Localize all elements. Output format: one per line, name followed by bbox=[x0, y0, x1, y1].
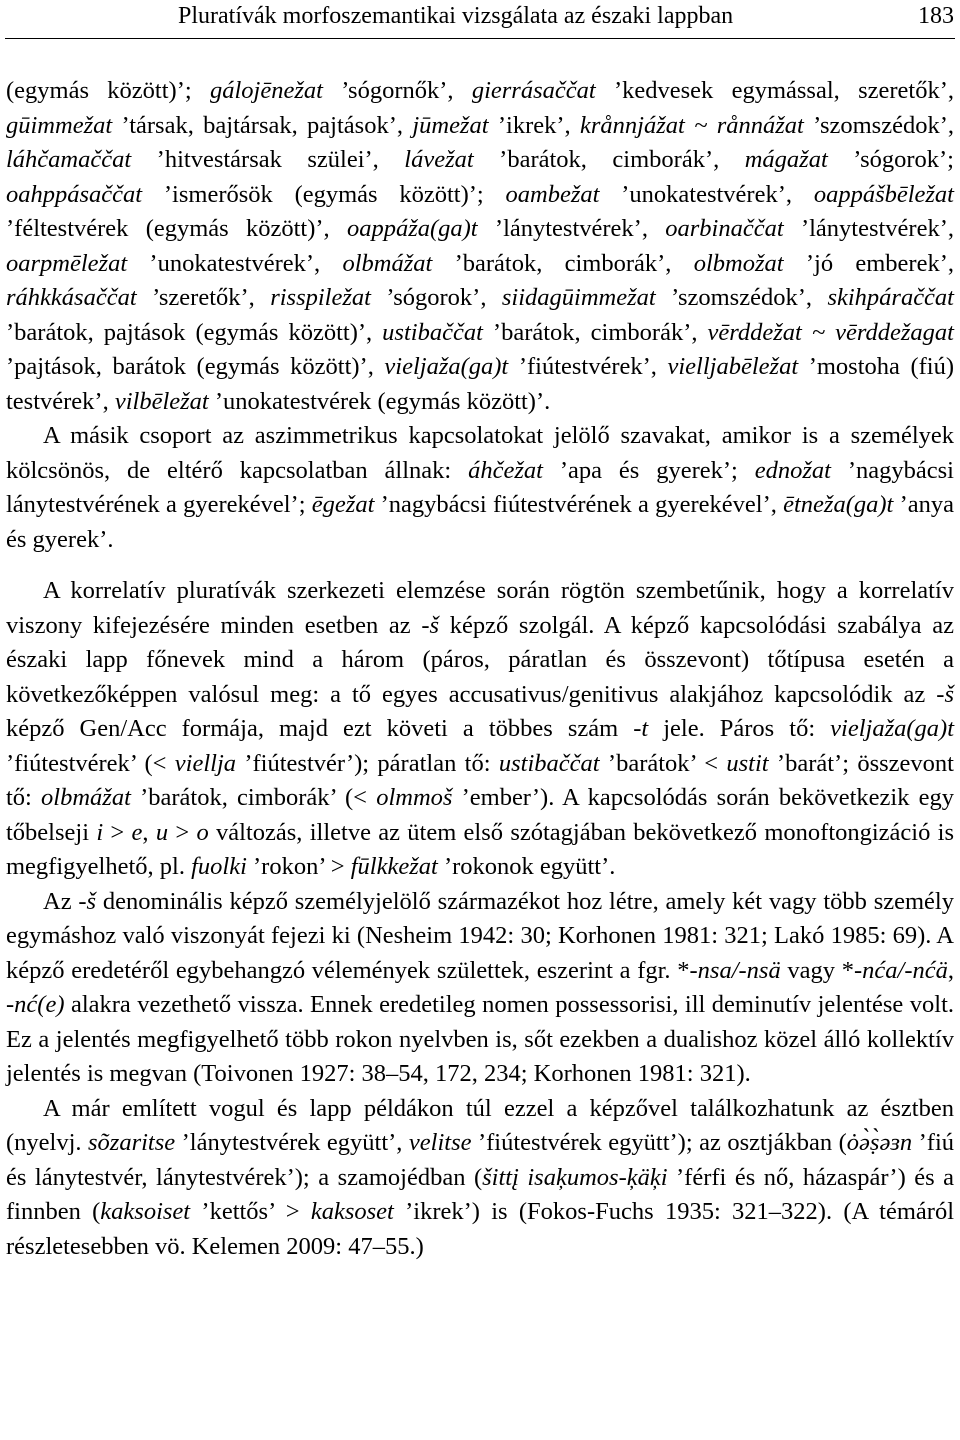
text-run: ’apa és gyerek’; bbox=[542, 456, 755, 484]
italic-term: risspiležat bbox=[270, 284, 371, 311]
italic-term: fuolki bbox=[191, 853, 247, 880]
text-run: ’féltestvérek (egymás között)’, bbox=[6, 215, 347, 242]
italic-term: o bbox=[196, 818, 209, 846]
italic-term: oappáža(ga)t bbox=[346, 215, 478, 242]
italic-term: olbmážat bbox=[41, 784, 131, 811]
text-run: ’sógorok’, bbox=[370, 284, 502, 311]
italic-term: láhčamaččat bbox=[6, 146, 132, 173]
text-run: ’lánytestvérek’, bbox=[783, 215, 954, 242]
text-run: (egymás között)’; bbox=[6, 77, 210, 104]
italic-term: -š bbox=[78, 887, 97, 915]
italic-term: velitse bbox=[408, 1129, 472, 1156]
running-title: Pluratívák morfoszemantikai vizsgálata az északi lappban bbox=[178, 3, 734, 29]
italic-term: šittį isaķumos-ķäķi bbox=[482, 1163, 668, 1191]
italic-term: ednožat bbox=[754, 456, 831, 484]
text-run: változás, illetve az ütem első szótagjában bekövetkező monoftongizáció is megfigyelhető, pl. bbox=[6, 818, 954, 880]
text-run: ’unokatestvérek’, bbox=[599, 180, 814, 208]
text-run: képző Gen/Acc formája, majd ezt követi a többes szám bbox=[6, 715, 634, 742]
text-run: ’unokatestvérek (egymás között)’. bbox=[208, 387, 551, 415]
paragraph-kinship-terms-continued bbox=[6, 74, 954, 419]
italic-term: viellja bbox=[174, 749, 237, 777]
italic-term: ustibaččat bbox=[498, 749, 600, 777]
italic-term: vilbēležat bbox=[114, 387, 209, 415]
text-run: ’ikrek’) is (Fokos-Fuchs 1935: 321–322). (A témáról részletesebben vö. Kelemen 2009: 47–55.) bbox=[6, 1198, 954, 1260]
text-run: denominális képző személyjelölő származékot hoz létre, amely két vagy több személy egymáshoz való viszonyát fejezi ki (Nesheim 1942: 30; Korhonen 1981: 321; Lakó 1985: 69). A képző eredetéről egybehangzó vélemények születtek, eszerint a fgr. * bbox=[6, 887, 954, 984]
italic-term: oarpmēležat bbox=[6, 249, 128, 277]
text-run: ’ismerősök (egymás között)’; bbox=[142, 180, 506, 208]
italic-term: ētneža(ga)t bbox=[783, 491, 894, 518]
text-run: jele. Páros tő: bbox=[648, 715, 831, 742]
text-run: ’szomszédok’, bbox=[655, 284, 828, 311]
text-run: képző szolgál. A képző kapcsolódási szabálya az északi lapp főnevek mind a három (páros, páratlan és összevont) tőtípusa esetén a következőképpen valósul meg: a tő egyes accusativus/genitivus alakjához kapcsolódik az bbox=[6, 611, 954, 708]
italic-term: oahppásaččat bbox=[6, 180, 143, 208]
italic-term: kaksoiset bbox=[100, 1198, 191, 1225]
paragraph-vogul-examples bbox=[6, 1092, 954, 1265]
text-run: ’fiútestvérek’, bbox=[508, 353, 668, 380]
italic-term: vielljabēležat bbox=[667, 353, 799, 380]
italic-term: ustibaččat bbox=[382, 318, 483, 346]
italic-term: oarbinaččat bbox=[665, 215, 784, 242]
italic-term: -t bbox=[633, 715, 649, 742]
text-run: ’ikrek’, bbox=[488, 111, 580, 139]
text-run: ’barátok, cimborák’, bbox=[432, 249, 694, 277]
text-run: ’barátok, cimborák’ (< bbox=[130, 784, 377, 811]
italic-term: vērddežat ~ vērddežagat bbox=[707, 318, 954, 346]
italic-term: gierrásaččat bbox=[471, 77, 596, 104]
text-run: ’barátok’ < bbox=[599, 749, 727, 777]
text-run: A már említett vogul és lapp példákon túl ezzel a képzővel találkozhatunk az észtben (nyelvj. bbox=[6, 1094, 954, 1156]
text-run: ’pajtások, barátok (egymás között)’, bbox=[6, 353, 385, 380]
italic-term: vieljaža(ga)t bbox=[830, 715, 954, 742]
text-run: ’nagybácsi fiútestvérének a gyerekével’, bbox=[374, 491, 784, 518]
italic-term: ēgežat bbox=[311, 491, 375, 518]
text-run: ’sógorok’; bbox=[827, 146, 954, 173]
text-run: ’mostoha (fiú) testvérek’, bbox=[6, 353, 955, 415]
italic-term: oappášbēležat bbox=[813, 180, 954, 208]
italic-term: ráhkkásaččat bbox=[6, 284, 137, 311]
text-run: ’jó emberek’, bbox=[783, 249, 954, 277]
italic-term: -š bbox=[936, 680, 954, 708]
text-run: ’fiútestvérek’ (< bbox=[6, 749, 175, 777]
italic-term: -nć(e) bbox=[6, 991, 65, 1018]
text-run: ’rokonok együtt’. bbox=[437, 853, 616, 880]
italic-term: skihpáraččat bbox=[827, 284, 954, 311]
text-run: Az bbox=[43, 887, 79, 915]
italic-term: fūlkkežat bbox=[350, 853, 438, 880]
italic-term: u bbox=[155, 818, 169, 846]
header-rule bbox=[5, 38, 955, 39]
italic-term: kaksoset bbox=[310, 1198, 394, 1225]
italic-term: olmmoš bbox=[376, 784, 453, 811]
text-run: ’barátok, pajtások (egymás között)’, bbox=[6, 318, 383, 346]
text-run: ’sógornők’, bbox=[322, 77, 472, 104]
text-run: ’fiútestvérek együtt’); az osztjákban ( bbox=[471, 1129, 847, 1156]
running-header bbox=[0, 0, 960, 40]
italic-term: gálojēnežat bbox=[209, 77, 323, 104]
italic-term: -nća/-nćä bbox=[854, 956, 948, 984]
text-run: ’unokatestvérek’, bbox=[127, 249, 343, 277]
text-run: ’lánytestvérek’, bbox=[477, 215, 666, 242]
text-run: ’szeretők’, bbox=[136, 284, 271, 311]
text-run: ’barátok, cimborák’, bbox=[482, 318, 708, 346]
text-run: ’kedvesek egymással, szeretők’, bbox=[595, 77, 954, 104]
text-run: , bbox=[947, 956, 954, 984]
text-run: ’barátok, cimborák’, bbox=[473, 146, 745, 173]
paragraph-correlative-structure bbox=[6, 574, 954, 885]
text-run: ’anya és gyerek’. bbox=[6, 491, 954, 553]
italic-term: mágažat bbox=[744, 146, 828, 173]
italic-term: olbmožat bbox=[693, 249, 784, 277]
text-run: ’fiútestvér’); páratlan tő: bbox=[236, 749, 499, 777]
text-run: ’társak, bajtársak, pajtások’, bbox=[112, 111, 413, 139]
text-run: ’rokon’ > bbox=[246, 853, 351, 880]
text-run: ’kettős’ > bbox=[190, 1198, 311, 1225]
text-run: ’barát’; összevont tő: bbox=[6, 749, 954, 811]
italic-term: oambežat bbox=[505, 180, 600, 208]
text-run: ’ember’). A kapcsolódás során bekövetkezik egy tőbelseji bbox=[6, 784, 954, 846]
italic-term: vieljaža(ga)t bbox=[384, 353, 509, 380]
text-run: ’fiú és lánytestvér, lánytestvérek’); a szamojédban ( bbox=[6, 1129, 955, 1191]
text-run: , bbox=[142, 818, 156, 846]
body-text bbox=[6, 74, 954, 1264]
italic-term: áhčežat bbox=[468, 456, 543, 484]
text-run: ’szomszédok’, bbox=[803, 111, 954, 139]
italic-term: krånnjážat ~ rånnážat bbox=[579, 111, 804, 139]
text-run: ’férfi és nő, házaspár’) és a finnben ( bbox=[6, 1163, 954, 1225]
italic-term: sõzaritse bbox=[88, 1129, 176, 1156]
italic-term: gūimmežat bbox=[6, 111, 113, 139]
italic-term: siidagūimmežat bbox=[501, 284, 656, 311]
paragraph-denominal-suffix bbox=[6, 885, 954, 1092]
italic-term: i bbox=[96, 818, 104, 846]
text-run: A másik csoport az aszimmetrikus kapcsolatokat jelölő szavakat, amikor is a személyek kölcsönös, de eltérő kapcsolatban állnak: bbox=[6, 422, 954, 484]
paragraph-asymmetric-relations bbox=[6, 419, 954, 557]
italic-term: e bbox=[131, 818, 143, 846]
text-run: > bbox=[168, 818, 197, 846]
text-run: vagy * bbox=[780, 956, 854, 984]
italic-term: jūmežat bbox=[412, 111, 489, 139]
italic-term: -š bbox=[421, 611, 440, 639]
text-run: ’nagybácsi lánytestvérének a gyerekével’; bbox=[6, 456, 954, 518]
italic-term: ȯə̀ṣ̀əɜn bbox=[846, 1129, 913, 1156]
italic-term: olbmážat bbox=[342, 249, 433, 277]
text-run: > bbox=[103, 818, 132, 846]
italic-term: ustit bbox=[726, 749, 769, 777]
text-run: alakra vezethető vissza. Ennek eredetileg nomen possessorisi, ill deminutív jelentése volt. Ez a jelentés megfigyelhető több rokon nyelvben is, sőt ezekben a dualishoz közel álló kollektív jelentés is megvan (Toivonen 1927: 38–54, 172, 234; Korhonen 1981: 321). bbox=[6, 991, 954, 1087]
italic-term: -nsa/-nsä bbox=[689, 956, 781, 984]
text-run: A korrelatív pluratívák szerkezeti elemzése során rögtön szembetűnik, hogy a korrelatív viszony kifejezésére minden esetben az bbox=[6, 577, 954, 639]
text-run: ’hitvestársak szülei’, bbox=[131, 146, 405, 173]
page-number: 183 bbox=[918, 3, 954, 29]
italic-term: lávežat bbox=[404, 146, 474, 173]
text-run: ’lánytestvérek együtt’, bbox=[175, 1129, 409, 1156]
